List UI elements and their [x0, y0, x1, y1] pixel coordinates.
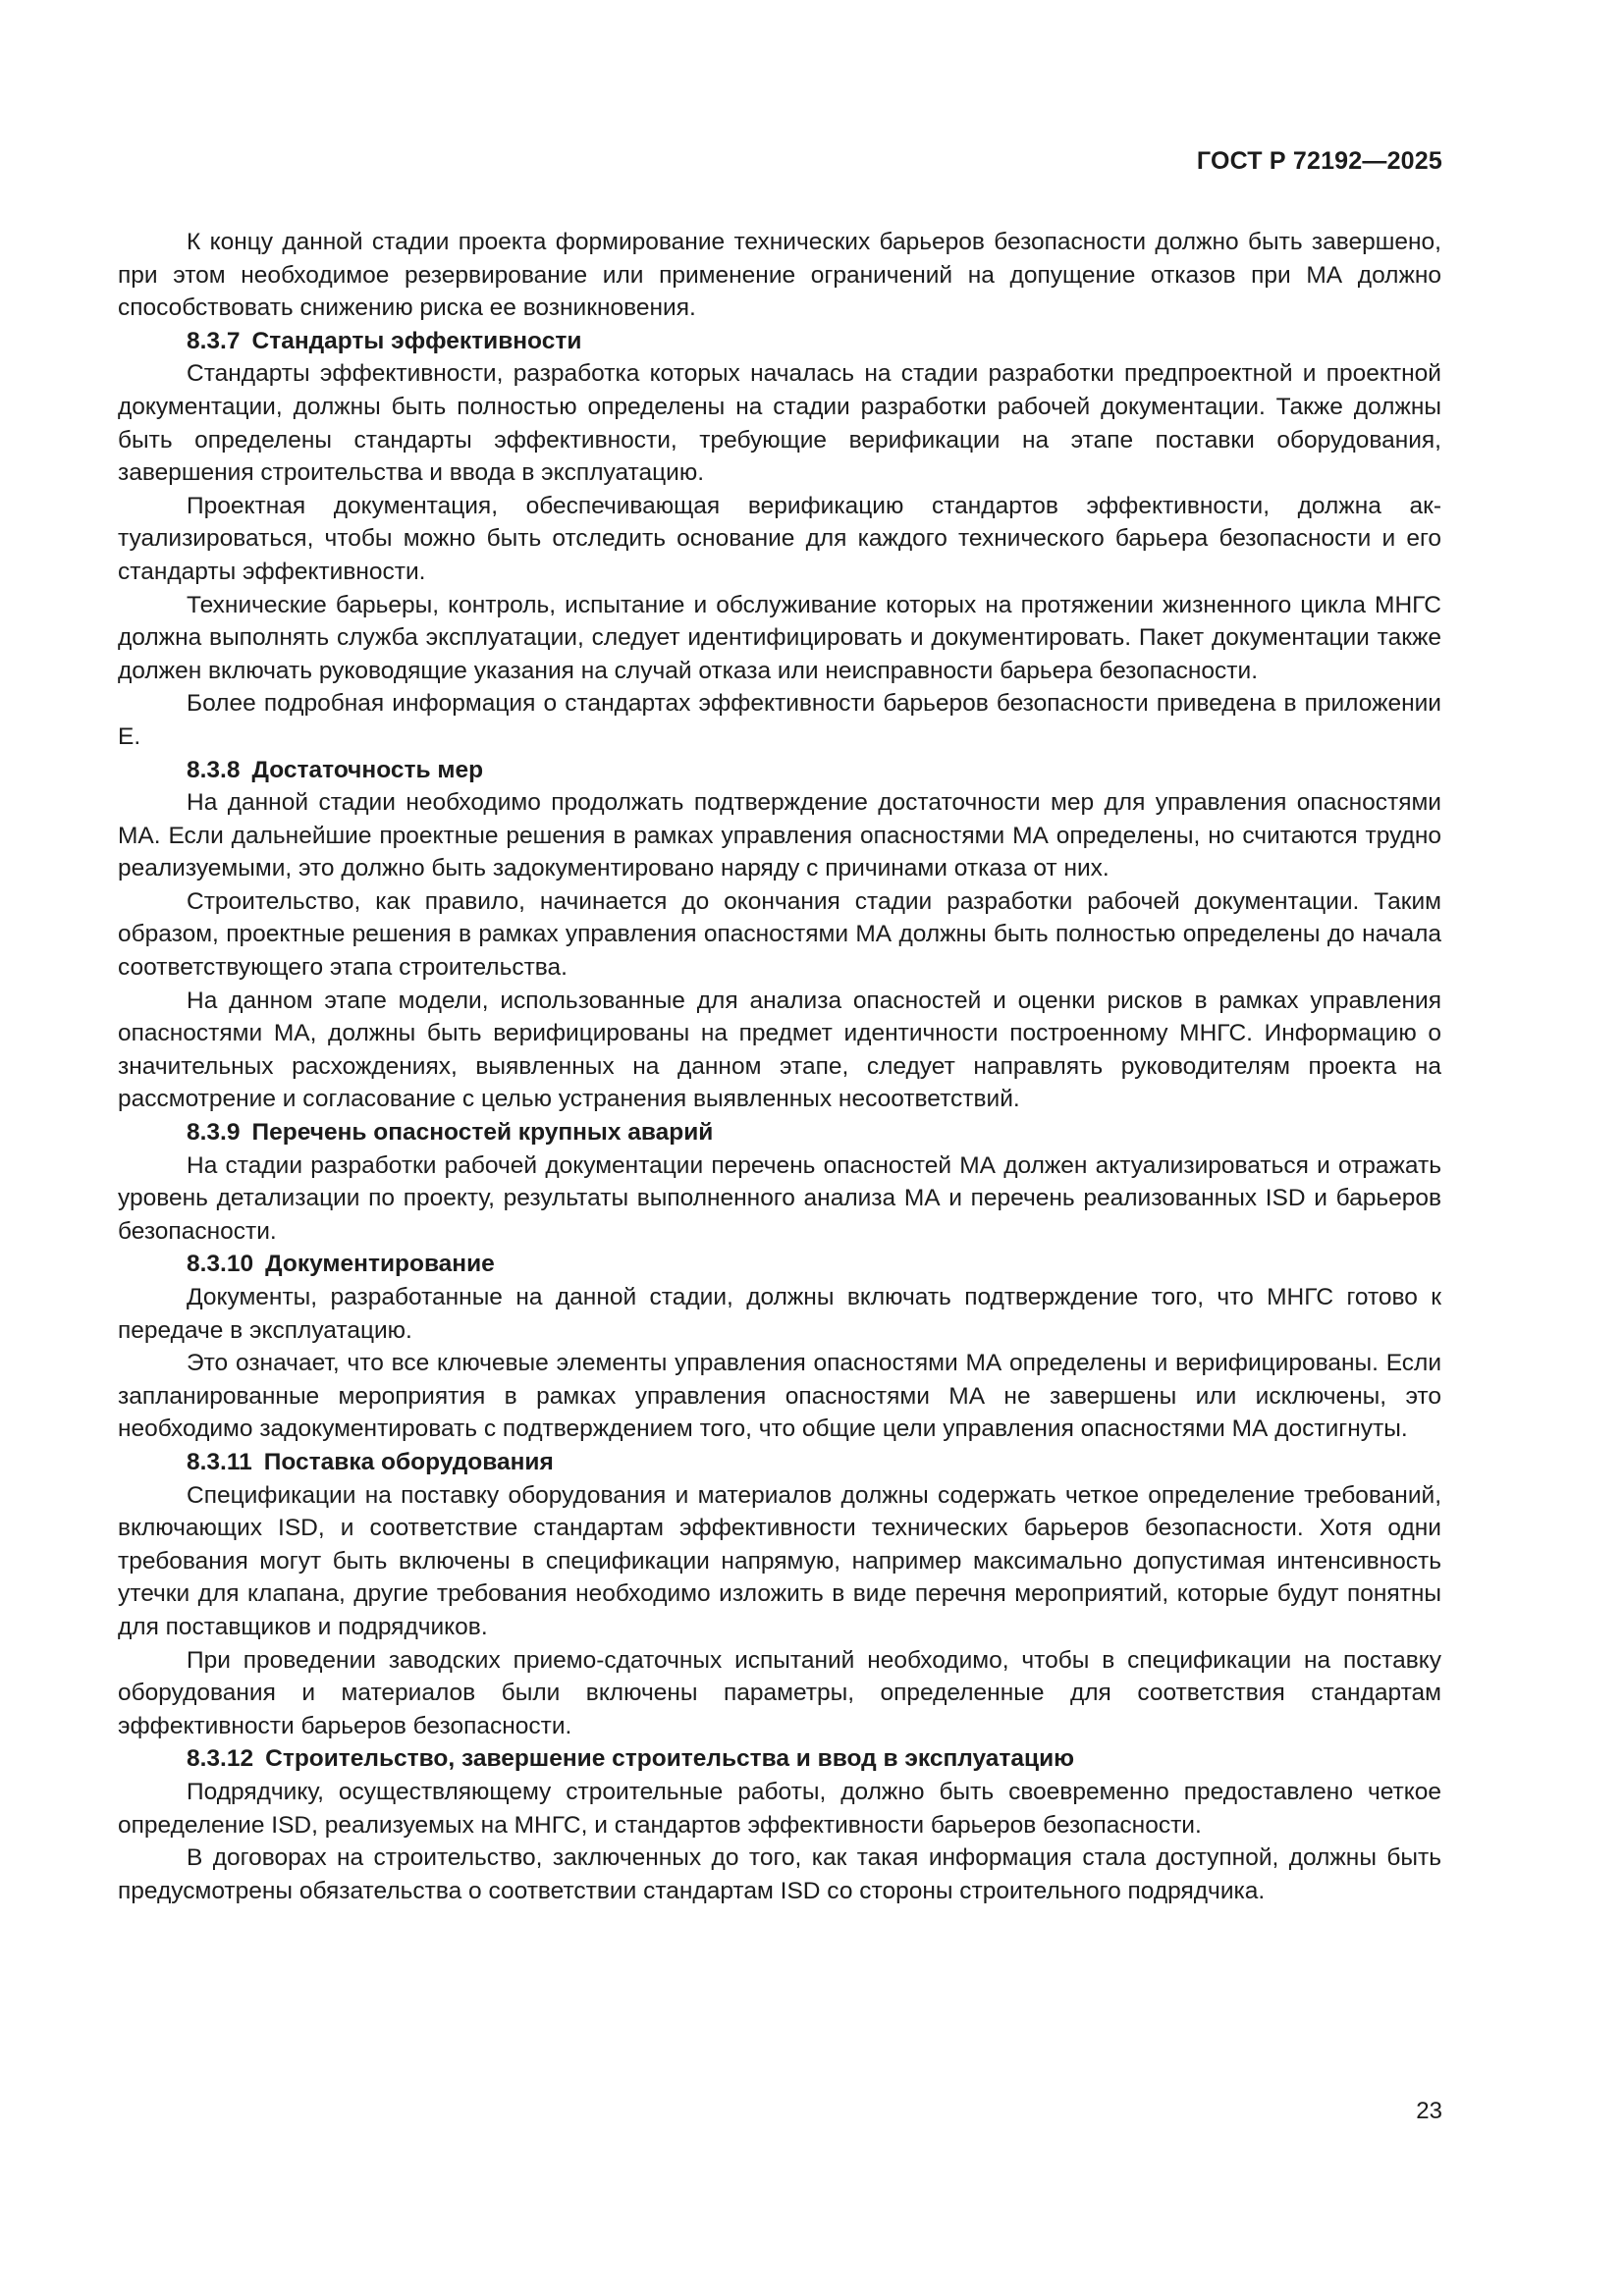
- section-title: Документирование: [265, 1251, 495, 1278]
- section-number: 8.3.9: [187, 1119, 241, 1147]
- section-title: Строительство, завершение строительства и ввод в эксплуатацию: [265, 1745, 1075, 1773]
- body-paragraph: В договорах на строительство, заключенных до того, как такая информация стала доступной, должны быть предусмотрены обязательства о соответствии стандартам ISD со стороны строительного подрядчика.: [118, 1844, 1441, 1904]
- section-title: Поставка оборудования: [263, 1448, 554, 1475]
- body-paragraph: Это означает, что все ключевые элементы управления опасностями МА определены и верифицированы. Если запланированные мероприятия в рамках управления опасностями МА не завершены или исключены, это необходимо задокументировать с подтверждением того, что общие цели управления опасностями МА достигнуты.: [118, 1350, 1441, 1443]
- section-number: 8.3.7: [187, 327, 241, 354]
- body-paragraph: Подрядчику, осуществляющему строительные работы, должно быть своевременно предоставлено четкое определение ISD, реализуемых на МНГС, и стандартов эффективности барьеров безопасности.: [118, 1778, 1441, 1839]
- body-paragraph: На данной стадии необходимо продолжать подтверждение достаточности мер для управления опасностями МА. Если дальнейшие проектные решения в рамках управления опасностями МА определены, но считаются трудно реализуемыми, это должно быть задокументировано наряду с причинами отказа от них.: [118, 789, 1441, 882]
- body-paragraph: Спецификации на поставку оборудования и материалов должны содержать четкое определение требований, включающих ISD, и соответствие стандартам эффективности технических барьеров безопасности. Хотя одни требования могут быть включены в спецификации напрямую, например максимально допустимая интенсивность утечки для клапана, другие требования необходимо изложить в виде перечня мероприятий, которые будут понятны для поставщиков и подрядчиков.: [118, 1481, 1441, 1640]
- body-paragraph: Строительство, как правило, начинается до окончания стадии разработки рабочей документации. Таким образом, проектные решения в рамках управления опасностями МА должны быть полностью определены до начала соответствующего этапа строительства.: [118, 887, 1441, 982]
- body-paragraph: К концу данной стадии проекта формирование технических барьеров безопасности должно быть завершено, при этом необходимое резервирование или применение ограничений на допущение отказов при МА должно способствовать снижению риска ее возникновения.: [118, 229, 1441, 322]
- body-paragraph: Проектная документация, обеспечивающая верификацию стандартов эффективности, должна актуализироваться, чтобы можно быть отследить основание для каждого технического барьера безопасности и его стандарты эффективности.: [118, 492, 1441, 585]
- body-paragraph: При проведении заводских приемо-сдаточных испытаний необходимо, чтобы в спецификации на поставку оборудования и материалов были включены параметры, определенные для соответствия стандартам эффективности барьеров безопасности.: [118, 1646, 1441, 1739]
- section-title: Достаточность мер: [251, 756, 484, 783]
- section-number: 8.3.11: [187, 1448, 252, 1475]
- section-number: 8.3.8: [187, 756, 241, 783]
- section-number: 8.3.12: [187, 1745, 254, 1773]
- body-paragraph: Стандарты эффективности, разработка которых началась на стадии разработки предпроектной и проектной документации, должны быть полностью определены на стадии разработки рабочей документации. Также должны быть определены стандарты эффективности, требующие верификации на этапе поставки оборудования, завершения строительства и ввода в эксплуатацию.: [118, 360, 1441, 487]
- section-heading-8-3-7: [118, 325, 1441, 358]
- section-heading-8-3-8: [118, 754, 1441, 787]
- section-heading-8-3-11: [118, 1446, 1441, 1479]
- body-paragraph: Технические барьеры, контроль, испытание и обслуживание которых на протяжении жизненного цикла МНГС должна выполнять служба эксплуатации, следует идентифицировать и документировать. Пакет документации также должен включать руководящие указания на случай отказа или неисправности барьера безопасности.: [118, 591, 1441, 684]
- body-paragraph: На стадии разработки рабочей документации перечень опасностей МА должен актуализироваться и отражать уровень детализации по проекту, результаты выполненного анализа МА и перечень реализованных ISD и барьеров безопасности.: [118, 1151, 1441, 1245]
- document-code-header: ГОСТ Р 72192—2025: [1196, 147, 1442, 175]
- document-body: [118, 226, 1441, 1907]
- section-heading-8-3-12: [118, 1742, 1441, 1776]
- section-heading-8-3-9: [118, 1116, 1441, 1149]
- section-heading-8-3-10: [118, 1248, 1441, 1281]
- body-paragraph: На данном этапе модели, использованные для анализа опасностей и оценки рисков в рамках управления опасностями МА, должны быть верифицированы на предмет идентичности построенному МНГС. Информацию о значительных расхождениях, выявленных на данном этапе, следует направлять руководителям проекта на рассмотрение и согласование с целью устранения выявленных несоответствий.: [118, 987, 1441, 1113]
- section-title: Перечень опасностей крупных аварий: [251, 1119, 714, 1147]
- page-number: 23: [1416, 2098, 1442, 2124]
- body-paragraph: Более подробная информация о стандартах эффективности барьеров безопасности приведена в приложении Е.: [118, 690, 1441, 750]
- section-title: Стандарты эффективности: [251, 327, 582, 354]
- body-paragraph: Документы, разработанные на данной стадии, должны включать подтверждение того, что МНГС готово к передаче в эксплуатацию.: [118, 1284, 1441, 1344]
- section-number: 8.3.10: [187, 1251, 254, 1278]
